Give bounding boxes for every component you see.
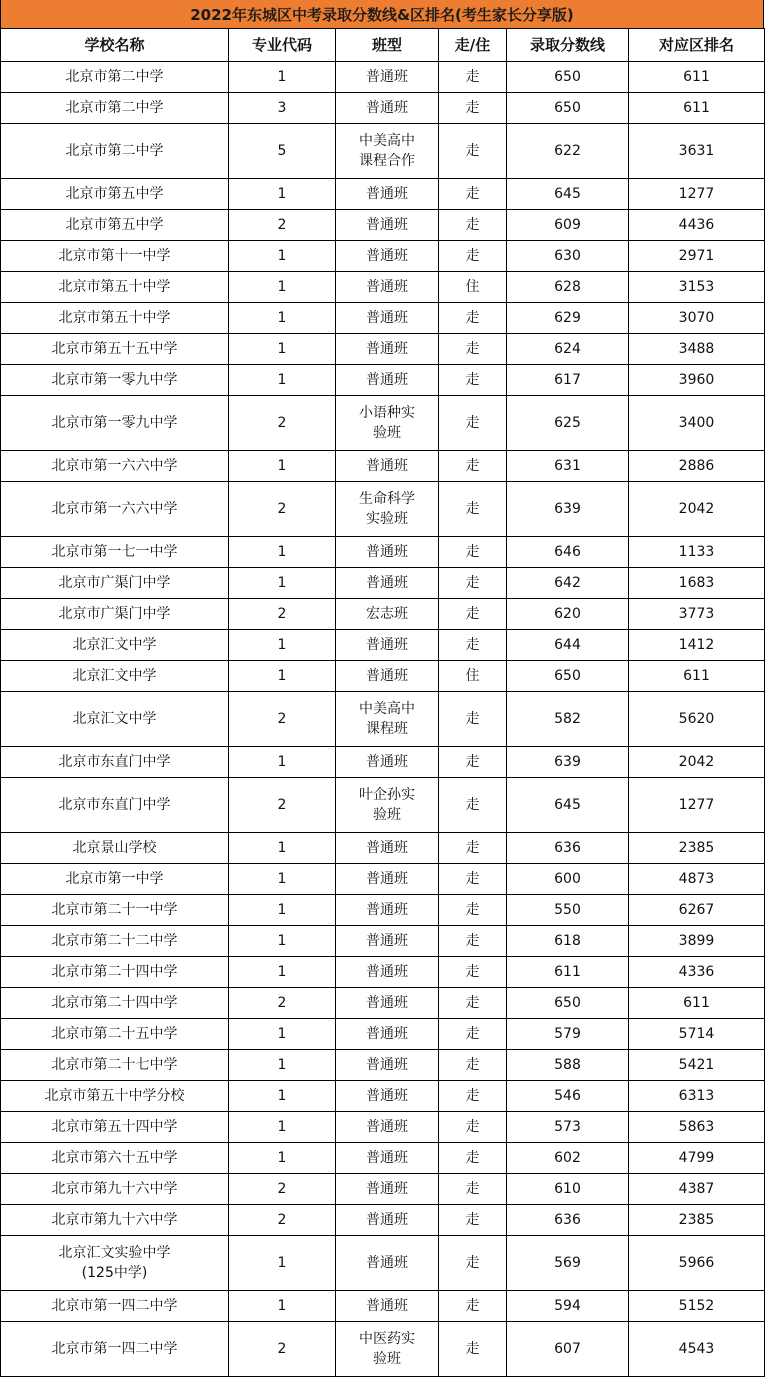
cell-rank: 5620 xyxy=(629,692,765,747)
cell-class-type: 普通班 xyxy=(336,1236,439,1291)
cell-class-type-line: 课程班 xyxy=(366,721,408,737)
cell-school-line: 北京汇文实验中学 xyxy=(58,1245,171,1261)
cell-school: 北京市第二十四中学 xyxy=(1,988,229,1019)
cell-mode: 走 xyxy=(439,864,507,895)
cell-code: 1 xyxy=(229,241,336,272)
cell-rank: 5863 xyxy=(629,1112,765,1143)
cell-school: 北京市第一六六中学 xyxy=(1,482,229,537)
cell-mode: 走 xyxy=(439,747,507,778)
cell-code: 1 xyxy=(229,303,336,334)
sheet-title: 2022年东城区中考录取分数线&区排名(考生家长分享版) xyxy=(0,0,764,28)
cell-score: 550 xyxy=(507,895,629,926)
cell-code: 1 xyxy=(229,179,336,210)
cell-code: 1 xyxy=(229,568,336,599)
cell-code: 1 xyxy=(229,661,336,692)
table-row xyxy=(1,334,765,365)
cell-code: 1 xyxy=(229,833,336,864)
cell-code: 1 xyxy=(229,537,336,568)
cell-class-type-line: 小语种实 xyxy=(359,405,415,421)
cell-score: 600 xyxy=(507,864,629,895)
header-row xyxy=(1,29,765,62)
table-row xyxy=(1,957,765,988)
admission-score-table xyxy=(0,28,765,1377)
cell-mode: 走 xyxy=(439,303,507,334)
cell-class-type: 普通班 xyxy=(336,451,439,482)
cell-score: 624 xyxy=(507,334,629,365)
cell-school: 北京市第二中学 xyxy=(1,62,229,93)
cell-school: 北京市第五十中学 xyxy=(1,272,229,303)
cell-mode: 走 xyxy=(439,241,507,272)
cell-school: 北京市第二十二中学 xyxy=(1,926,229,957)
cell-class-type xyxy=(336,482,439,537)
cell-class-type: 普通班 xyxy=(336,1174,439,1205)
cell-mode: 走 xyxy=(439,1174,507,1205)
cell-school xyxy=(1,1236,229,1291)
cell-score: 645 xyxy=(507,179,629,210)
cell-school-line: (125中学) xyxy=(81,1265,148,1281)
cell-school: 北京市第五十五中学 xyxy=(1,334,229,365)
cell-rank: 3631 xyxy=(629,124,765,179)
cell-code: 1 xyxy=(229,62,336,93)
cell-class-type-line: 中医药实 xyxy=(359,1331,415,1347)
cell-score: 594 xyxy=(507,1291,629,1322)
table-row xyxy=(1,303,765,334)
cell-code: 1 xyxy=(229,334,336,365)
cell-school: 北京景山学校 xyxy=(1,833,229,864)
cell-rank: 4873 xyxy=(629,864,765,895)
cell-school: 北京市第九十六中学 xyxy=(1,1205,229,1236)
table-row xyxy=(1,1081,765,1112)
header-class-type: 班型 xyxy=(336,29,439,62)
cell-score: 630 xyxy=(507,241,629,272)
cell-school: 北京市东直门中学 xyxy=(1,747,229,778)
cell-mode: 走 xyxy=(439,957,507,988)
table-row xyxy=(1,833,765,864)
table-row xyxy=(1,1050,765,1081)
cell-mode: 走 xyxy=(439,895,507,926)
cell-mode: 走 xyxy=(439,451,507,482)
table-row xyxy=(1,210,765,241)
cell-school: 北京市第一六六中学 xyxy=(1,451,229,482)
cell-school: 北京市第五中学 xyxy=(1,179,229,210)
cell-school-lines xyxy=(59,1243,171,1283)
cell-school: 北京市第二十七中学 xyxy=(1,1050,229,1081)
cell-class-type-line: 实验班 xyxy=(366,511,408,527)
cell-mode: 走 xyxy=(439,1205,507,1236)
cell-class-type-lines xyxy=(359,489,415,529)
cell-code: 2 xyxy=(229,482,336,537)
cell-class-type: 普通班 xyxy=(336,1050,439,1081)
cell-score: 645 xyxy=(507,778,629,833)
table-row xyxy=(1,451,765,482)
cell-code: 1 xyxy=(229,1112,336,1143)
cell-mode: 走 xyxy=(439,1322,507,1377)
cell-class-type: 普通班 xyxy=(336,1291,439,1322)
table-row xyxy=(1,1291,765,1322)
cell-code: 5 xyxy=(229,124,336,179)
cell-score: 650 xyxy=(507,62,629,93)
cell-mode: 走 xyxy=(439,1143,507,1174)
cell-mode: 走 xyxy=(439,926,507,957)
cell-code: 1 xyxy=(229,451,336,482)
cell-class-type: 普通班 xyxy=(336,895,439,926)
cell-code: 2 xyxy=(229,599,336,630)
cell-school: 北京市第一七一中学 xyxy=(1,537,229,568)
cell-code: 3 xyxy=(229,93,336,124)
cell-rank: 5966 xyxy=(629,1236,765,1291)
cell-score: 650 xyxy=(507,93,629,124)
header-code: 专业代码 xyxy=(229,29,336,62)
cell-school: 北京市第一零九中学 xyxy=(1,396,229,451)
cell-code: 1 xyxy=(229,630,336,661)
cell-rank: 3488 xyxy=(629,334,765,365)
cell-mode: 走 xyxy=(439,179,507,210)
cell-rank: 3070 xyxy=(629,303,765,334)
cell-code: 2 xyxy=(229,988,336,1019)
cell-score: 607 xyxy=(507,1322,629,1377)
cell-mode: 走 xyxy=(439,334,507,365)
cell-code: 1 xyxy=(229,365,336,396)
cell-mode: 走 xyxy=(439,1019,507,1050)
cell-code: 1 xyxy=(229,1236,336,1291)
cell-score: 639 xyxy=(507,482,629,537)
cell-rank: 611 xyxy=(629,988,765,1019)
cell-code: 1 xyxy=(229,926,336,957)
cell-rank: 1277 xyxy=(629,179,765,210)
cell-class-type-lines xyxy=(359,699,415,739)
cell-mode: 走 xyxy=(439,365,507,396)
cell-school: 北京汇文中学 xyxy=(1,630,229,661)
cell-score: 625 xyxy=(507,396,629,451)
cell-rank: 611 xyxy=(629,93,765,124)
cell-class-type xyxy=(336,1322,439,1377)
cell-rank: 2385 xyxy=(629,833,765,864)
cell-rank: 1133 xyxy=(629,537,765,568)
cell-mode: 走 xyxy=(439,692,507,747)
header-mode: 走/住 xyxy=(439,29,507,62)
cell-code: 1 xyxy=(229,272,336,303)
cell-code: 1 xyxy=(229,864,336,895)
cell-score: 569 xyxy=(507,1236,629,1291)
table-row xyxy=(1,365,765,396)
table-row xyxy=(1,396,765,451)
cell-school: 北京市第二十一中学 xyxy=(1,895,229,926)
cell-score: 573 xyxy=(507,1112,629,1143)
cell-school: 北京市第九十六中学 xyxy=(1,1174,229,1205)
table-row xyxy=(1,241,765,272)
cell-class-type: 普通班 xyxy=(336,957,439,988)
cell-school: 北京市第五十四中学 xyxy=(1,1112,229,1143)
cell-rank: 611 xyxy=(629,661,765,692)
cell-mode: 住 xyxy=(439,272,507,303)
cell-class-type: 普通班 xyxy=(336,1081,439,1112)
cell-score: 622 xyxy=(507,124,629,179)
cell-code: 1 xyxy=(229,1081,336,1112)
table-row xyxy=(1,1019,765,1050)
cell-mode: 走 xyxy=(439,778,507,833)
table-row xyxy=(1,272,765,303)
cell-class-type: 普通班 xyxy=(336,661,439,692)
cell-rank: 5152 xyxy=(629,1291,765,1322)
cell-mode: 住 xyxy=(439,661,507,692)
cell-school: 北京市第一零九中学 xyxy=(1,365,229,396)
cell-mode: 走 xyxy=(439,1050,507,1081)
cell-class-type: 普通班 xyxy=(336,210,439,241)
cell-class-type: 宏志班 xyxy=(336,599,439,630)
cell-rank: 3773 xyxy=(629,599,765,630)
cell-class-type: 普通班 xyxy=(336,988,439,1019)
cell-class-type: 普通班 xyxy=(336,365,439,396)
table-row xyxy=(1,599,765,630)
cell-school: 北京市第二十五中学 xyxy=(1,1019,229,1050)
cell-class-type-line: 生命科学 xyxy=(359,491,415,507)
cell-rank: 4436 xyxy=(629,210,765,241)
cell-rank: 2042 xyxy=(629,747,765,778)
cell-rank: 1277 xyxy=(629,778,765,833)
cell-rank: 611 xyxy=(629,62,765,93)
cell-score: 636 xyxy=(507,1205,629,1236)
cell-class-type: 普通班 xyxy=(336,334,439,365)
cell-class-type: 普通班 xyxy=(336,303,439,334)
cell-class-type: 普通班 xyxy=(336,93,439,124)
cell-class-type: 普通班 xyxy=(336,1019,439,1050)
cell-rank: 4387 xyxy=(629,1174,765,1205)
cell-rank: 3899 xyxy=(629,926,765,957)
table-row xyxy=(1,1112,765,1143)
table-row xyxy=(1,895,765,926)
cell-code: 1 xyxy=(229,895,336,926)
cell-score: 629 xyxy=(507,303,629,334)
cell-rank: 2042 xyxy=(629,482,765,537)
cell-rank: 2385 xyxy=(629,1205,765,1236)
table-row xyxy=(1,988,765,1019)
cell-code: 2 xyxy=(229,1322,336,1377)
cell-rank: 3960 xyxy=(629,365,765,396)
table-row xyxy=(1,1322,765,1377)
cell-class-type: 普通班 xyxy=(336,1205,439,1236)
cell-mode: 走 xyxy=(439,1236,507,1291)
cell-class-type: 普通班 xyxy=(336,864,439,895)
cell-school: 北京市广渠门中学 xyxy=(1,568,229,599)
cell-rank: 5714 xyxy=(629,1019,765,1050)
cell-class-type: 普通班 xyxy=(336,62,439,93)
cell-mode: 走 xyxy=(439,210,507,241)
cell-score: 546 xyxy=(507,1081,629,1112)
cell-score: 631 xyxy=(507,451,629,482)
cell-school: 北京市第二中学 xyxy=(1,124,229,179)
cell-class-type: 普通班 xyxy=(336,1143,439,1174)
cell-rank: 5421 xyxy=(629,1050,765,1081)
cell-school: 北京市第一中学 xyxy=(1,864,229,895)
cell-class-type: 普通班 xyxy=(336,179,439,210)
table-row xyxy=(1,482,765,537)
cell-code: 1 xyxy=(229,747,336,778)
cell-code: 1 xyxy=(229,1143,336,1174)
cell-score: 636 xyxy=(507,833,629,864)
cell-score: 602 xyxy=(507,1143,629,1174)
cell-mode: 走 xyxy=(439,396,507,451)
table-row xyxy=(1,62,765,93)
header-score: 录取分数线 xyxy=(507,29,629,62)
cell-rank: 6313 xyxy=(629,1081,765,1112)
cell-class-type-line: 课程合作 xyxy=(359,153,415,169)
cell-score: 620 xyxy=(507,599,629,630)
table-row xyxy=(1,864,765,895)
table-row xyxy=(1,747,765,778)
cell-school: 北京市东直门中学 xyxy=(1,778,229,833)
cell-mode: 走 xyxy=(439,1112,507,1143)
header-rank: 对应区排名 xyxy=(629,29,765,62)
cell-score: 609 xyxy=(507,210,629,241)
cell-school: 北京市第二中学 xyxy=(1,93,229,124)
cell-score: 588 xyxy=(507,1050,629,1081)
cell-class-type-line: 中美高中 xyxy=(359,701,415,717)
cell-school: 北京市第五十中学 xyxy=(1,303,229,334)
table-row xyxy=(1,692,765,747)
cell-score: 639 xyxy=(507,747,629,778)
table-row xyxy=(1,124,765,179)
cell-code: 1 xyxy=(229,1019,336,1050)
cell-rank: 6267 xyxy=(629,895,765,926)
cell-class-type: 普通班 xyxy=(336,568,439,599)
cell-code: 1 xyxy=(229,957,336,988)
cell-rank: 2971 xyxy=(629,241,765,272)
cell-score: 610 xyxy=(507,1174,629,1205)
cell-class-type: 普通班 xyxy=(336,272,439,303)
cell-code: 2 xyxy=(229,778,336,833)
cell-class-type: 普通班 xyxy=(336,833,439,864)
table-row xyxy=(1,93,765,124)
cell-class-type xyxy=(336,692,439,747)
cell-score: 628 xyxy=(507,272,629,303)
cell-class-type: 普通班 xyxy=(336,630,439,661)
cell-mode: 走 xyxy=(439,1081,507,1112)
cell-rank: 3153 xyxy=(629,272,765,303)
table-body xyxy=(1,62,765,1377)
cell-class-type-lines xyxy=(359,403,415,443)
table-row xyxy=(1,568,765,599)
table-row xyxy=(1,537,765,568)
cell-school: 北京市广渠门中学 xyxy=(1,599,229,630)
cell-school: 北京汇文中学 xyxy=(1,692,229,747)
cell-mode: 走 xyxy=(439,599,507,630)
cell-score: 579 xyxy=(507,1019,629,1050)
cell-class-type: 普通班 xyxy=(336,926,439,957)
cell-class-type-lines xyxy=(359,785,415,825)
cell-rank: 3400 xyxy=(629,396,765,451)
cell-class-type-lines xyxy=(359,131,415,171)
cell-rank: 4336 xyxy=(629,957,765,988)
cell-school: 北京市第五十中学分校 xyxy=(1,1081,229,1112)
table-row xyxy=(1,1236,765,1291)
cell-mode: 走 xyxy=(439,988,507,1019)
cell-code: 2 xyxy=(229,210,336,241)
table-row xyxy=(1,926,765,957)
cell-score: 650 xyxy=(507,661,629,692)
cell-code: 2 xyxy=(229,1205,336,1236)
table-row xyxy=(1,661,765,692)
cell-class-type-lines xyxy=(359,1329,415,1369)
table-row xyxy=(1,179,765,210)
cell-class-type xyxy=(336,396,439,451)
cell-school: 北京市第一四二中学 xyxy=(1,1322,229,1377)
cell-score: 646 xyxy=(507,537,629,568)
cell-mode: 走 xyxy=(439,630,507,661)
cell-score: 611 xyxy=(507,957,629,988)
cell-mode: 走 xyxy=(439,62,507,93)
cell-class-type-line: 验班 xyxy=(373,807,401,823)
cell-class-type: 普通班 xyxy=(336,537,439,568)
table-row xyxy=(1,1174,765,1205)
cell-mode: 走 xyxy=(439,93,507,124)
cell-score: 582 xyxy=(507,692,629,747)
cell-code: 2 xyxy=(229,396,336,451)
cell-mode: 走 xyxy=(439,537,507,568)
cell-rank: 1412 xyxy=(629,630,765,661)
cell-class-type-line: 叶企孙实 xyxy=(359,787,415,803)
cell-rank: 2886 xyxy=(629,451,765,482)
cell-score: 618 xyxy=(507,926,629,957)
header-school: 学校名称 xyxy=(1,29,229,62)
cell-class-type-line: 验班 xyxy=(373,1351,401,1367)
cell-class-type xyxy=(336,124,439,179)
cell-school: 北京市第五中学 xyxy=(1,210,229,241)
cell-class-type-line: 中美高中 xyxy=(359,133,415,149)
cell-class-type: 普通班 xyxy=(336,241,439,272)
cell-rank: 4543 xyxy=(629,1322,765,1377)
cell-class-type: 普通班 xyxy=(336,1112,439,1143)
cell-school: 北京市第一四二中学 xyxy=(1,1291,229,1322)
cell-rank: 1683 xyxy=(629,568,765,599)
cell-code: 1 xyxy=(229,1050,336,1081)
table-row xyxy=(1,1205,765,1236)
cell-code: 2 xyxy=(229,692,336,747)
cell-school: 北京汇文中学 xyxy=(1,661,229,692)
cell-school: 北京市第十一中学 xyxy=(1,241,229,272)
cell-rank: 4799 xyxy=(629,1143,765,1174)
cell-school: 北京市第二十四中学 xyxy=(1,957,229,988)
cell-mode: 走 xyxy=(439,1291,507,1322)
table-row xyxy=(1,1143,765,1174)
cell-score: 644 xyxy=(507,630,629,661)
cell-score: 650 xyxy=(507,988,629,1019)
cell-code: 2 xyxy=(229,1174,336,1205)
table-row xyxy=(1,630,765,661)
cell-class-type: 普通班 xyxy=(336,747,439,778)
cell-mode: 走 xyxy=(439,568,507,599)
cell-class-type xyxy=(336,778,439,833)
cell-code: 1 xyxy=(229,1291,336,1322)
cell-mode: 走 xyxy=(439,124,507,179)
cell-school: 北京市第六十五中学 xyxy=(1,1143,229,1174)
cell-mode: 走 xyxy=(439,482,507,537)
table-row xyxy=(1,778,765,833)
cell-mode: 走 xyxy=(439,833,507,864)
cell-score: 617 xyxy=(507,365,629,396)
cell-score: 642 xyxy=(507,568,629,599)
cell-class-type-line: 验班 xyxy=(373,425,401,441)
